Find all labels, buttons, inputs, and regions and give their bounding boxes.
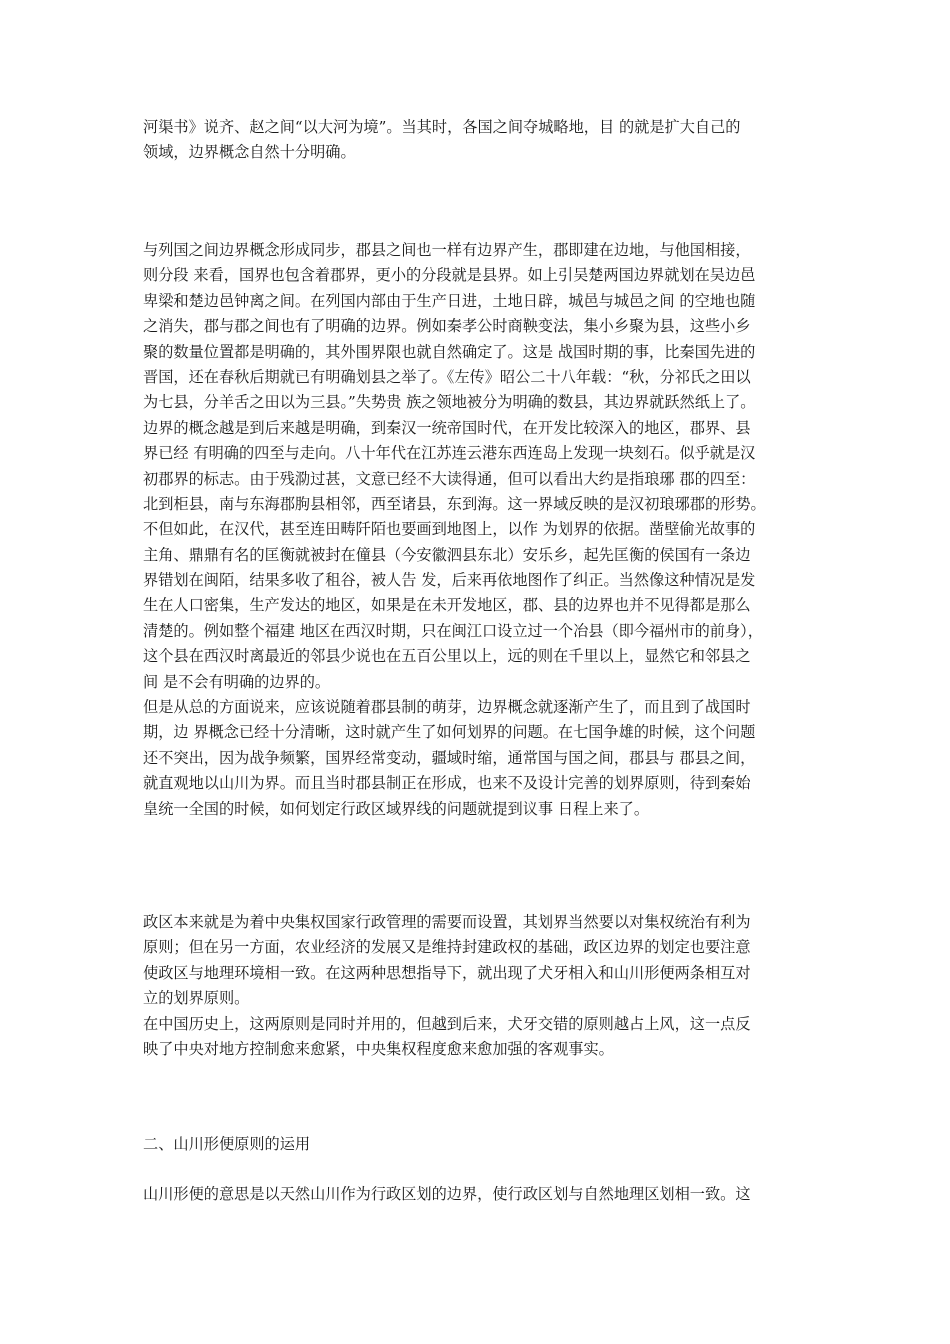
- text-line: 山川形便的意思是以天然山川作为行政区划的边界，使行政区划与自然地理区划相一致。这: [143, 1185, 751, 1203]
- text-line: 原则；但在另一方面，农业经济的发展又是维持封建政权的基础，政区边界的划定也要注意: [143, 938, 751, 957]
- text-line: 期，边 界概念已经十分清晰，这时就产生了如何划界的问题。在七国争雄的时候，这个问题: [143, 723, 756, 742]
- paragraph-commandery-borders: [143, 238, 815, 822]
- text-line: 卑梁和楚边邑钟离之间。在列国内部由于生产日进，土地日辟，城邑与城邑之间 的空地也随: [143, 291, 756, 310]
- text-line: 清楚的。例如整个福建 地区在西汉时期，只在闽江口设立过一个冶县（即今福州市的前身），: [143, 621, 763, 640]
- text-line: 领域，边界概念自然十分明确。: [143, 143, 356, 162]
- paragraph-mountains-rivers: [143, 1182, 815, 1207]
- text-line: 皇统一全国的时候，如何划定行政区域界线的问题就提到议事 日程上来了。: [143, 799, 650, 818]
- text-line: 晋国，还在春秋后期就已有明确划县之举了。《左传》昭公二十八年载：“秋，分祁氏之田以: [143, 367, 751, 386]
- text-line: 使政区与地理环境相一致。在这两种思想指导下，就出现了犬牙相入和山川形便两条相互对: [143, 963, 751, 982]
- text-line: 这个县在西汉时离最近的邻县少说也在五百公里以上，远的则在千里以上，显然它和邻县之: [143, 647, 751, 666]
- text-line: 政区本来就是为着中央集权国家行政管理的需要而设置，其划界当然要以对集权统治有利为: [143, 913, 751, 931]
- text-line: 聚的数量位置都是明确的，其外围界限也就自然确定了。这是 战国时期的事，比秦国先进的: [143, 342, 756, 361]
- text-line: 生在人口密集，生产发达的地区，如果是在未开发地区，郡、县的边界也并不见得都是那么: [143, 596, 751, 615]
- text-line: 则分段 来看，国界也包含着郡界，更小的分段就是县界。如上引吴楚两国边界就划在吴边邑: [143, 266, 756, 285]
- text-line: 但是从总的方面说来，应该说随着郡县制的萌芽，边界概念就逐渐产生了，而且到了战国时: [143, 698, 751, 717]
- text-line: 立的划界原则。: [143, 989, 250, 1008]
- text-line: 间 是不会有明确的边界的。: [143, 672, 331, 691]
- text-line: 在中国历史上，这两原则是同时并用的，但越到后来，犬牙交错的原则越占上风，这一点反: [143, 1014, 751, 1033]
- text-line: 不但如此，在汉代，甚至连田畴阡陌也要画到地图上，以作 为划界的依据。凿壁偷光故事的: [143, 520, 756, 539]
- text-line: 边界的概念越是到后来越是明确，到秦汉一统帝国时代，在开发比较深入的地区，郡界、县: [143, 418, 751, 437]
- text-line: 为七县，分羊舌之田以为三县。”失势贵 族之领地被分为明确的数县，其边界就跃然纸上了。: [143, 393, 756, 412]
- text-line: 界错划在闽陌，结果多收了租谷，被人告 发，后来再依地图作了纠正。当然像这种情况是发: [143, 571, 756, 590]
- text-line: 初郡界的标志。由于残泐过甚，文意已经不大读得通，但可以看出大约是指琅琊 郡的四至：: [143, 469, 756, 488]
- text-line: 界已经 有明确的四至与走向。八十年代在江苏连云港东西连岛上发现一块刻石。似乎就是汉: [143, 444, 756, 463]
- text-line: 北到柜县，南与东海郡朐县相邻，西至诸县，东到海。这一界域反映的是汉初琅琊郡的形势。: [143, 494, 766, 513]
- section-heading: [143, 1132, 815, 1157]
- text-line: 映了中央对地方控制愈来愈紧，中央集权程度愈来愈加强的客观事实。: [143, 1039, 614, 1058]
- text-line: 河渠书》说齐、赵之间“以大河为境”。当其时，各国之间夺城略地，目 的就是扩大自己的: [143, 118, 741, 136]
- text-line: 主角、鼎鼎有名的匡衡就被封在僮县（今安徽泗县东北）安乐乡，起先匡衡的侯国有一条边: [143, 545, 751, 564]
- text-line: 与列国之间边界概念形成同步，郡县之间也一样有边界产生，郡即建在边地，与他国相接，: [143, 241, 751, 259]
- paragraph-river-border: [143, 115, 815, 166]
- text-line: 还不突出，因为战争频繁，国界经常变动，疆域时缩，通常国与国之间，郡县与 郡县之间，: [143, 748, 756, 767]
- text-line: 之消失，郡与郡之间也有了明确的边界。例如秦孝公时商鞅变法，集小乡聚为县，这些小乡: [143, 317, 751, 336]
- paragraph-boundary-principles: [143, 910, 815, 1062]
- text-line: 就直观地以山川为界。而且当时郡县制正在形成，也来不及设计完善的划界原则，待到秦始: [143, 774, 751, 793]
- section-title: 二、山川形便原则的运用: [143, 1135, 311, 1153]
